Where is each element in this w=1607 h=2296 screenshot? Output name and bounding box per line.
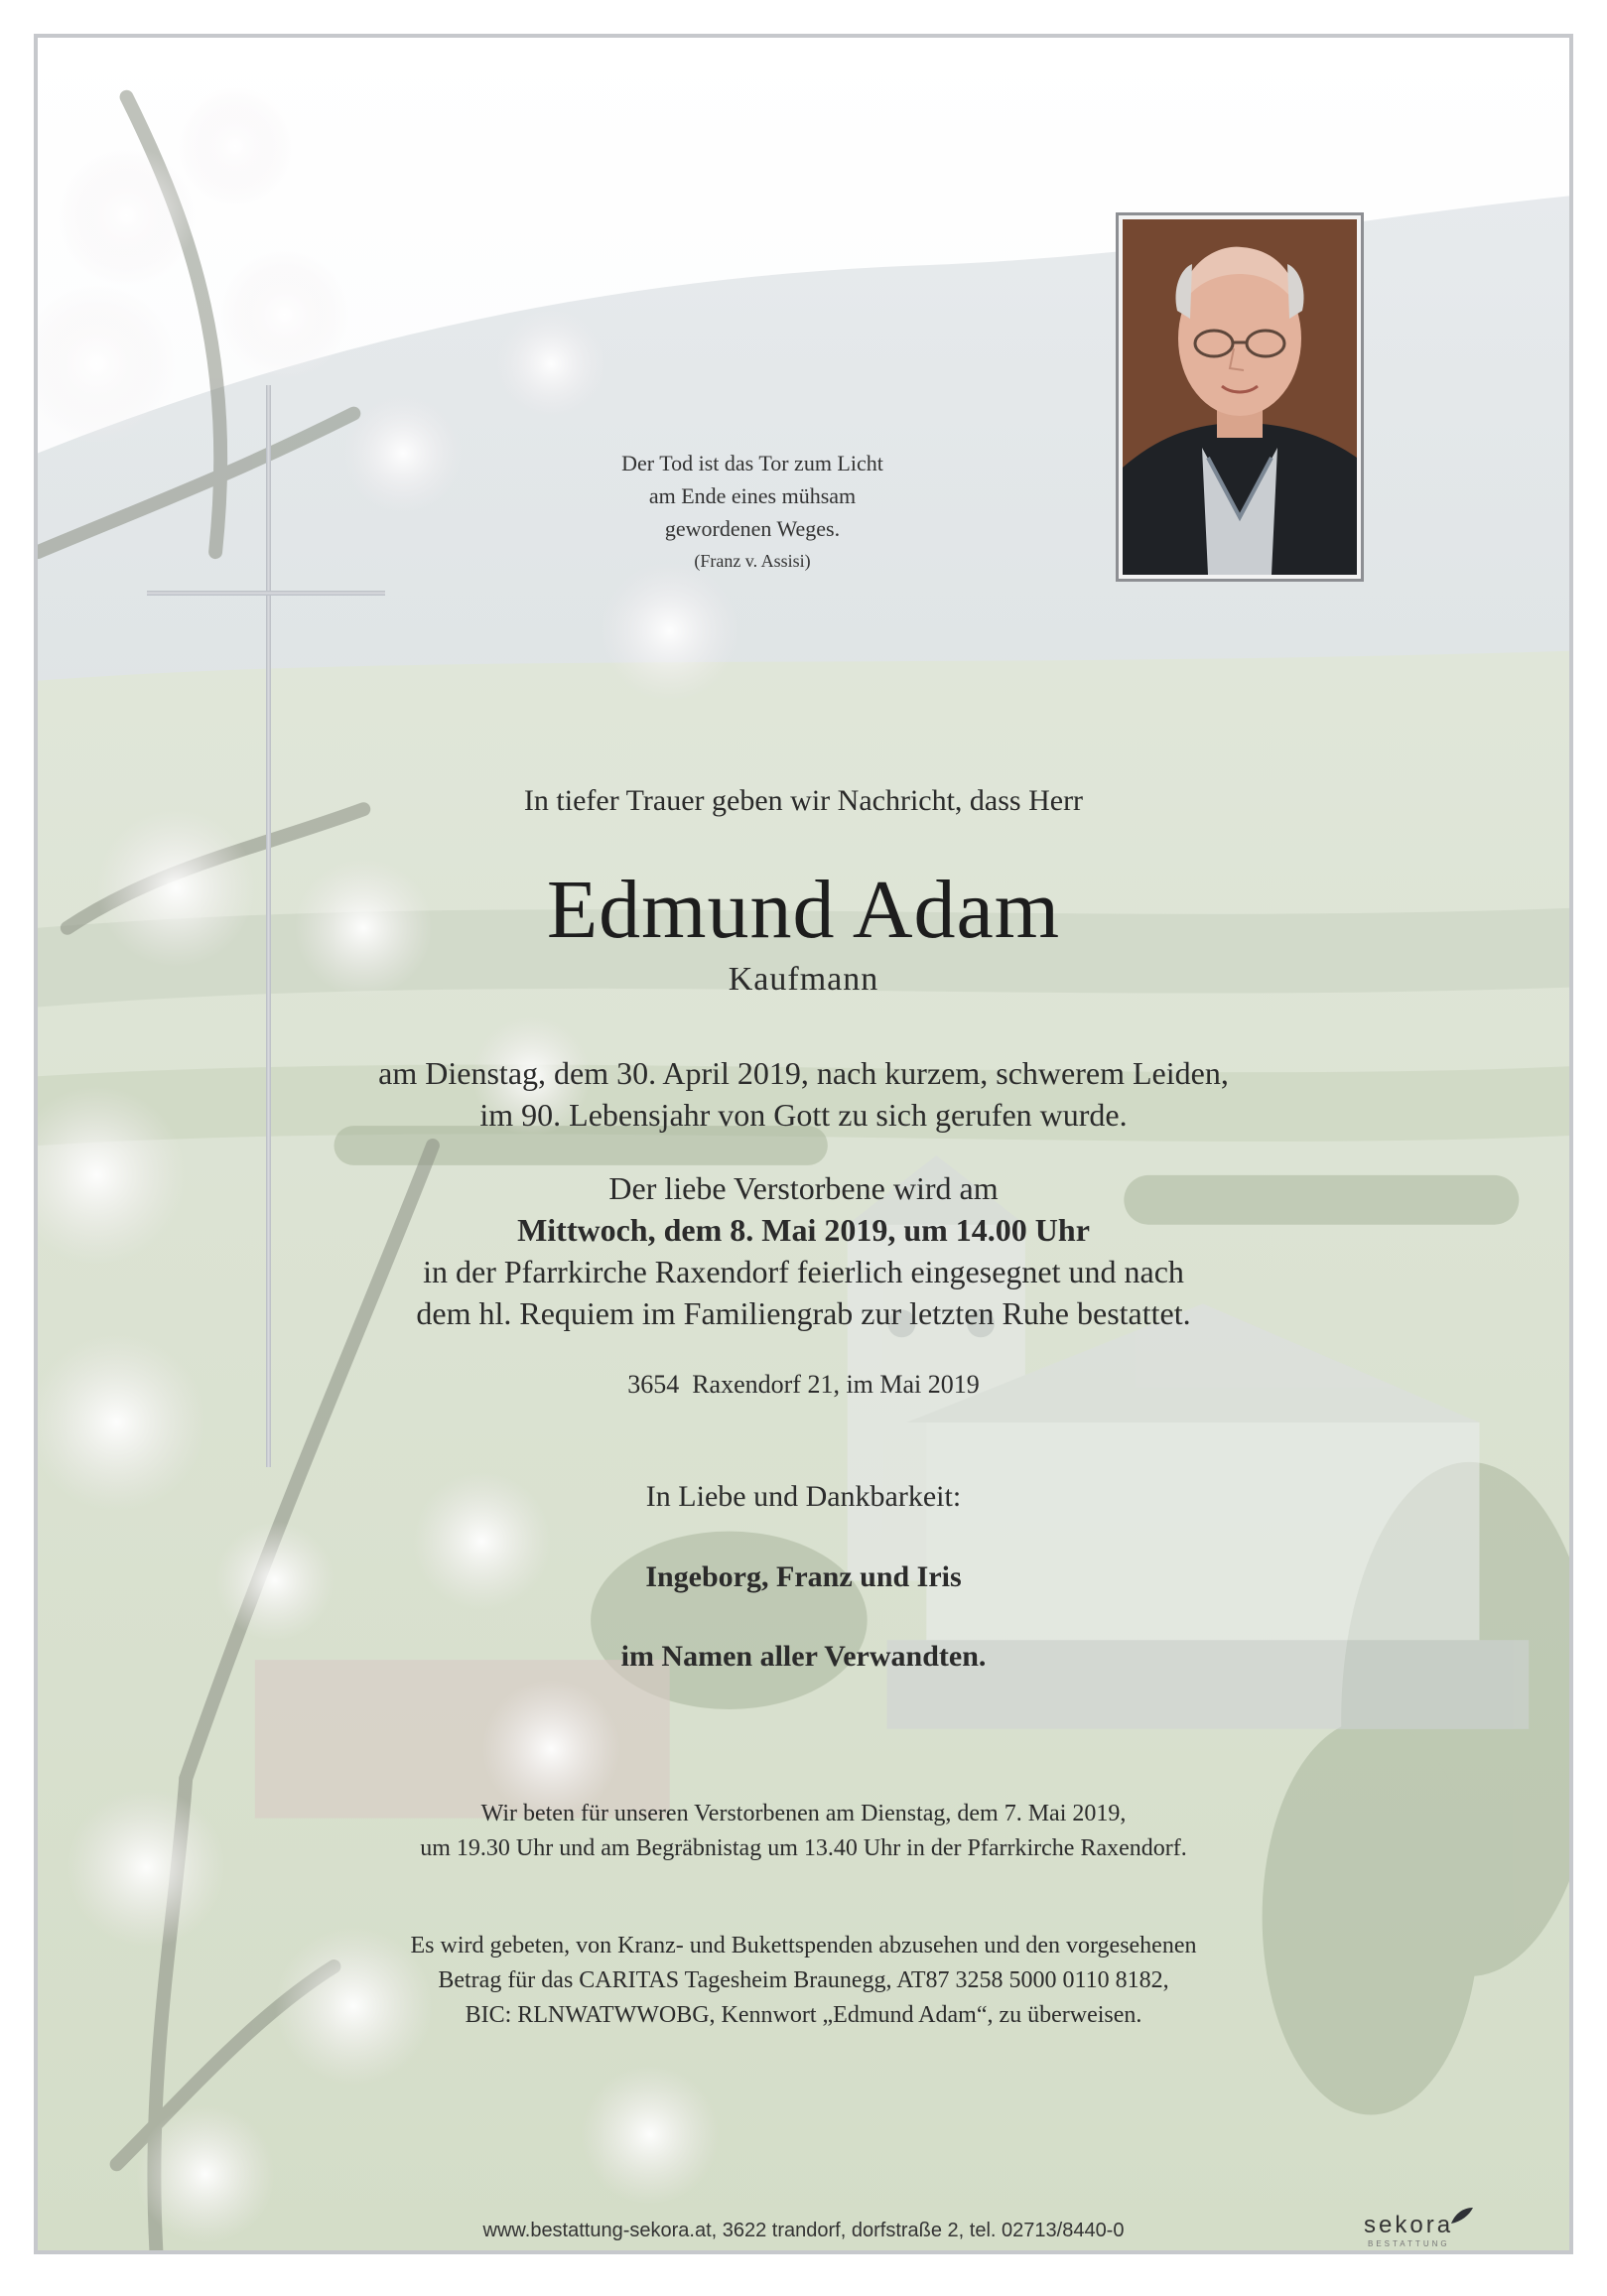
donation-line: BIC: RLNWATWWOBG, Kennwort „Edmund Adam“, zu überweisen. xyxy=(465,2002,1142,2028)
quote-line: am Ende eines mühsam xyxy=(648,483,857,508)
deceased-name: Edmund Adam xyxy=(546,864,1061,956)
funeral-line: Der liebe Verstorbene wird am xyxy=(608,1170,999,1206)
place-date xyxy=(38,1370,1569,1400)
death-notice-line: im 90. Lebensjahr von Gott zu sich gerufen wurde. xyxy=(479,1097,1128,1133)
funeral-date: Mittwoch, dem 8. Mai 2019, um 14.00 Uhr xyxy=(517,1212,1090,1248)
death-notice-line: am Dienstag, dem 30. April 2019, nach kurzem, schwerem Leiden, xyxy=(378,1055,1229,1091)
quote-line: gewordenen Weges. xyxy=(664,516,841,541)
portrait-photo xyxy=(1116,212,1364,582)
death-notice xyxy=(38,1052,1569,1136)
quote-author: (Franz v. Assisi) xyxy=(694,551,811,571)
donation-line: Betrag für das CARITAS Tagesheim Braunegg, AT87 3258 5000 0110 8182, xyxy=(438,1967,1169,1993)
cross-icon-bar xyxy=(147,591,385,596)
relatives-line: im Namen aller Verwandten. xyxy=(620,1640,987,1673)
love-line: In Liebe und Dankbarkeit: xyxy=(645,1480,962,1513)
donation-line: Es wird gebeten, von Kranz- und Bukettspenden abzusehen und den vorgesehenen xyxy=(410,1933,1197,1958)
deceased-occupation: Kaufmann xyxy=(728,961,879,998)
logo-sub: BESTATTUNG xyxy=(1368,2239,1450,2248)
prayer-line: um 19.30 Uhr und am Begräbnistag um 13.40 Uhr in der Pfarrkirche Raxendorf. xyxy=(420,1835,1187,1861)
mourners: Ingeborg, Franz und Iris xyxy=(645,1560,962,1593)
footer-contact: www.bestattung-sekora.at, 3622 trandorf, dorfstraße 2, tel. 02713/8440-0 xyxy=(482,2220,1125,2241)
funeral-line: dem hl. Requiem im Familiengrab zur letzten Ruhe bestattet. xyxy=(416,1295,1191,1331)
sekora-leaf-icon xyxy=(1449,2206,1475,2226)
portrait-photo-image xyxy=(1123,219,1357,575)
logo-brand: sekora xyxy=(1364,2212,1454,2238)
intro-line: In tiefer Trauer geben wir Nachricht, dass Herr xyxy=(523,784,1084,817)
sekora-logo xyxy=(1364,2212,1453,2248)
funeral-notice xyxy=(38,1167,1569,1334)
quote-line: Der Tod ist das Tor zum Licht xyxy=(621,451,883,475)
prayer-notice xyxy=(38,1797,1569,1866)
donation-notice xyxy=(38,1929,1569,2033)
place-date-text: 3654 Raxendorf 21, im Mai 2019 xyxy=(627,1370,980,1399)
funeral-line: in der Pfarrkirche Raxendorf feierlich eingesegnet und nach xyxy=(423,1254,1184,1289)
quote xyxy=(554,447,951,578)
obituary-frame xyxy=(34,34,1573,2254)
prayer-line: Wir beten für unseren Verstorbenen am Dienstag, dem 7. Mai 2019, xyxy=(480,1801,1127,1826)
